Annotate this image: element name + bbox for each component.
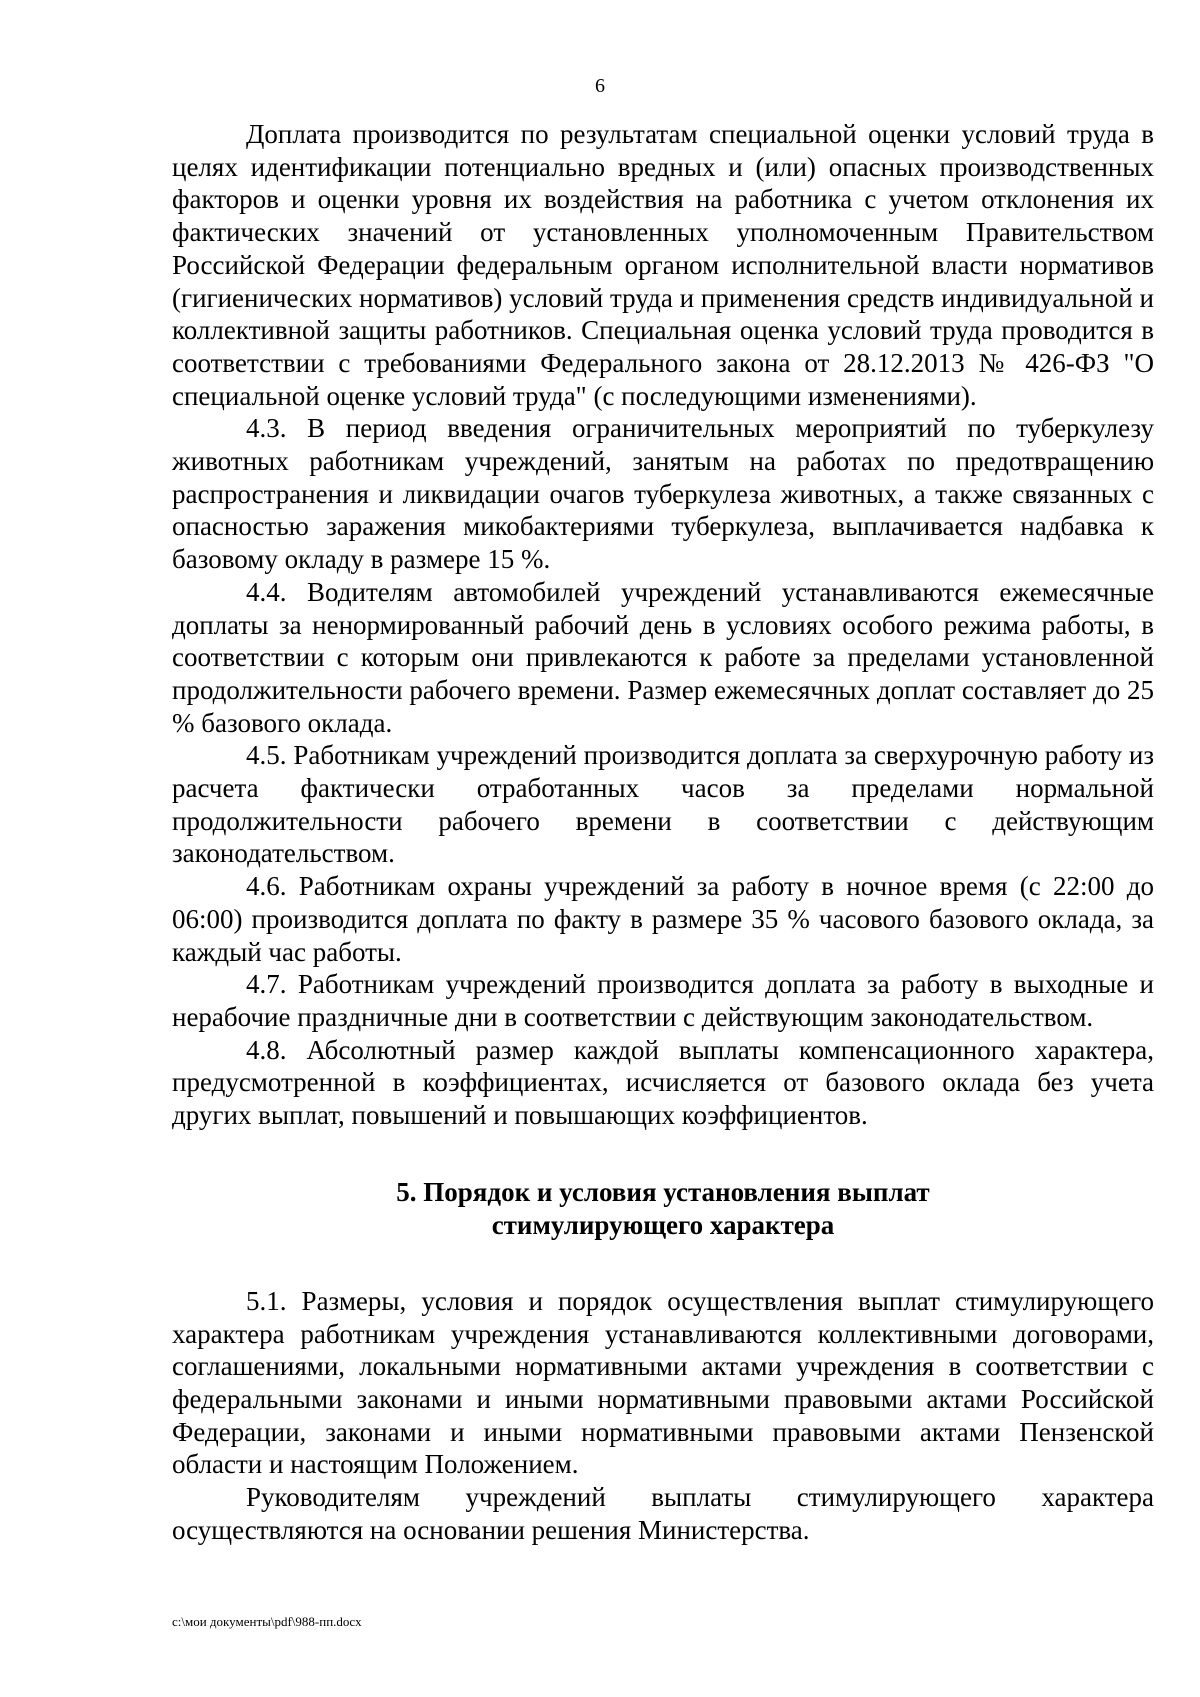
paragraph-4-5: 4.5. Работникам учреждений производится доплата за сверхурочную работу из расчета фактически отработанных часов за пределами нормальной продолжительности рабочего времени в соответствии с действующим законодательством. (172, 740, 1154, 869)
paragraph-4-3: 4.3. В период введения ограничительных мероприятий по туберкулезу животных работникам учреждений, занятым на работах по предотвращению распространения и ликвидации очагов туберкулеза животных, а также связанных с опасностью заражения микобактериями туберкулеза, выплачивается надбавка к базовому окладу в размере 15 %. (172, 413, 1154, 575)
paragraph-managers-incentives: Руководителям учреждений выплаты стимулирующего характера осуществляются на основании решения Министерства. (172, 1482, 1154, 1545)
paragraph-4-4: 4.4. Водителям автомобилей учреждений устанавливаются ежемесячные доплаты за ненормированный рабочий день в условиях особого режима работы, в соответствии с которым они привлекаются к работе за пределами установленной продолжительности рабочего времени. Размер ежемесячных доплат составляет до 25 % базового оклада. (172, 576, 1154, 738)
paragraph-surcharge-assessment: Доплата производится по результатам специальной оценки условий труда в целях идентификации потенциально вредных и (или) опасных производственных факторов и оценки уровня их воздействия на работника с учетом отклонения их фактических значений от установленных уполномоченным Правительством Российской Федерации федеральным органом исполнительной власти нормативов (гигиенических нормативов) условий труда и применения средств индивидуальной и коллективной защиты работников. Специальная оценка условий труда проводится в соответствии с требованиями Федерального закона от 28.12.2013 № 426-ФЗ "О специальной оценке условий труда" (с последующими изменениями). (172, 119, 1154, 411)
paragraph-4-8: 4.8. Абсолютный размер каждой выплаты компенсационного характера, предусмотренной в коэффициентах, исчисляется от базового оклада без учета других выплат, повышений и повышающих коэффициентов. (172, 1034, 1154, 1131)
document-body (172, 118, 1154, 1546)
paragraph-5-1: 5.1. Размеры, условия и порядок осуществления выплат стимулирующего характера работникам учреждения устанавливаются коллективными договорами, соглашениями, локальными нормативными актами учреждения в соответствии с федеральными законами и иными нормативными правовыми актами Российской Федерации, законами и иными нормативными правовыми актами Пензенской области и настоящим Положением. (172, 1285, 1154, 1480)
page-number: 6 (595, 75, 605, 97)
section-5-title (172, 1176, 1154, 1242)
paragraph-4-6: 4.6. Работникам охраны учреждений за работу в ночное время (с 22:00 до 06:00) производится доплата по факту в размере 35 % часового базового оклада, за каждый час работы. (172, 871, 1154, 967)
section-5-title-line1: 5. Порядок и условия установления выплат (396, 1176, 930, 1207)
footer-file-path: c:\мои документы\pdf\988-пп.docx (172, 1614, 362, 1629)
paragraph-4-7: 4.7. Работникам учреждений производится доплата за работу в выходные и нерабочие праздничные дни в соответствии с действующим законодательством. (172, 969, 1154, 1032)
section-5-title-line2: стимулирующего характера (491, 1209, 835, 1240)
